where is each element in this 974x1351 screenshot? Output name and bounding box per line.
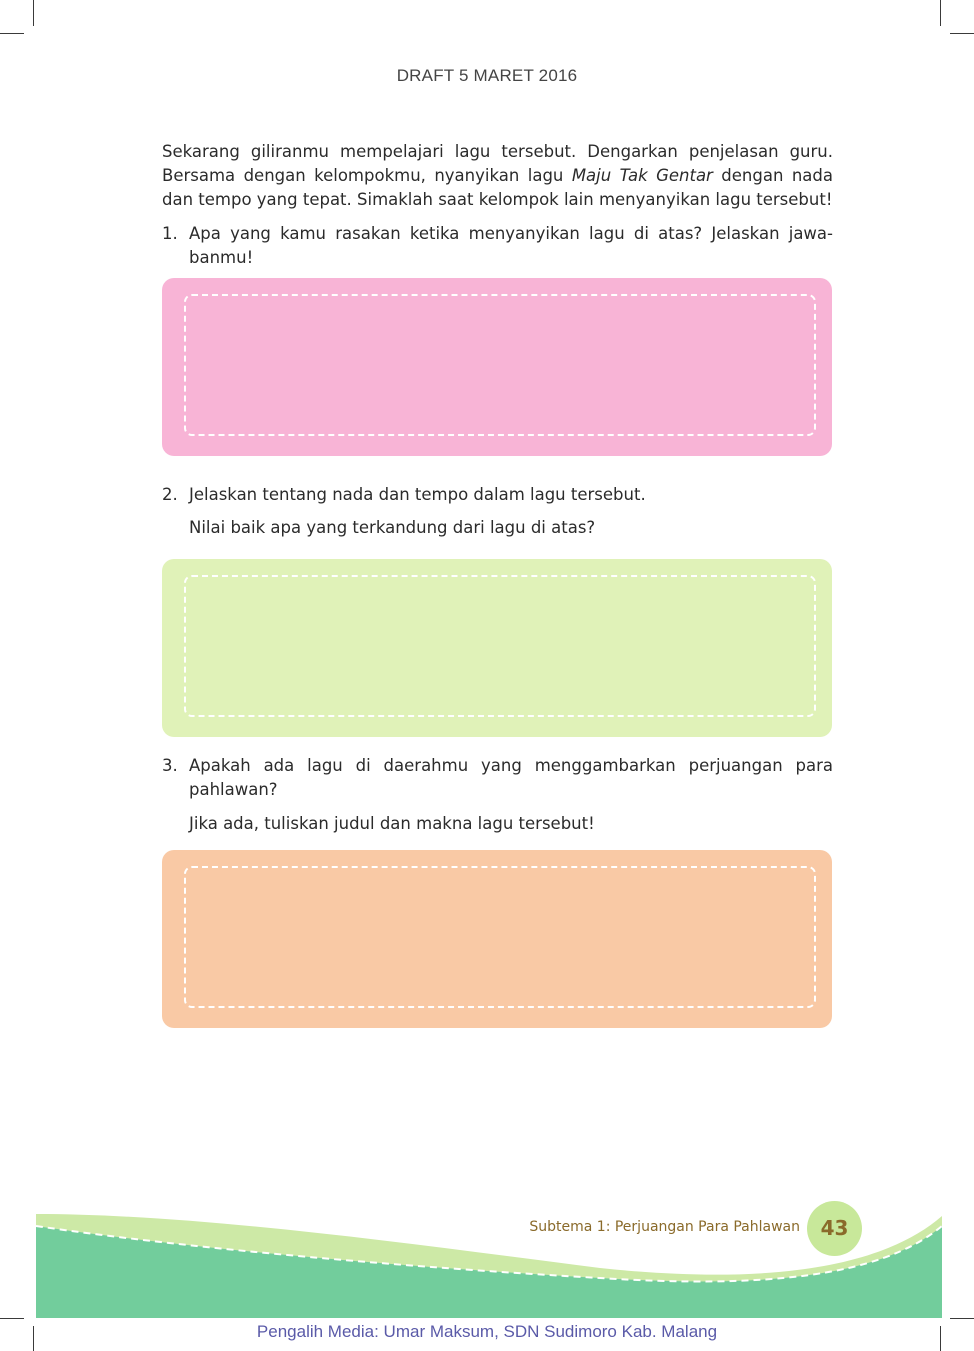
- answer-box-3[interactable]: [162, 850, 832, 1028]
- dashed-border: [184, 866, 816, 1008]
- question-text: Apakah ada lagu di daerahmu yang menggambarkan perjuangan para pahlawan?: [189, 756, 833, 799]
- question-number: 3.: [162, 756, 178, 775]
- crop-mark: [940, 0, 941, 26]
- question-1: [162, 222, 833, 270]
- draft-header: DRAFT 5 MARET 2016: [396, 66, 578, 85]
- intro-paragraph: [162, 140, 833, 212]
- answer-box-2[interactable]: [162, 559, 832, 737]
- question-number: 2.: [162, 485, 178, 504]
- question-2: [162, 483, 833, 507]
- credit-line: Pengalih Media: Umar Maksum, SDN Sudimoro Kab. Malang: [256, 1322, 718, 1341]
- question-text: Jelaskan tentang nada dan tempo dalam lagu tersebut.: [189, 485, 646, 504]
- dashed-border: [184, 294, 816, 436]
- intro-text-2: dengan nada dan tempo yang tepat. Simaklah saat kelompok lain menyanyikan lagu tersebut!: [162, 166, 833, 209]
- page-number: 43: [807, 1201, 862, 1256]
- crop-mark: [0, 33, 24, 34]
- song-title: Maju Tak Gentar: [571, 166, 713, 185]
- question-text: Apa yang kamu rasakan ketika menyanyikan lagu di atas? Jelaskan jawa-banmu!: [189, 224, 833, 267]
- crop-mark: [33, 0, 34, 26]
- dashed-border: [184, 575, 816, 717]
- crop-mark: [950, 33, 974, 34]
- question-3: [162, 754, 833, 802]
- intro-text-1: Sekarang giliranmu mempelajari lagu tersebut. Dengarkan penjelasan guru. Bersama dengan kelompokmu, nyanyikan lagu: [162, 142, 833, 185]
- question-3-sub: Jika ada, tuliskan judul dan makna lagu tersebut!: [189, 814, 595, 833]
- question-number: 1.: [162, 224, 178, 243]
- answer-box-1[interactable]: [162, 278, 832, 456]
- subtema-label: Subtema 1: Perjuangan Para Pahlawan: [529, 1219, 800, 1235]
- question-2-sub: Nilai baik apa yang terkandung dari lagu di atas?: [189, 518, 596, 537]
